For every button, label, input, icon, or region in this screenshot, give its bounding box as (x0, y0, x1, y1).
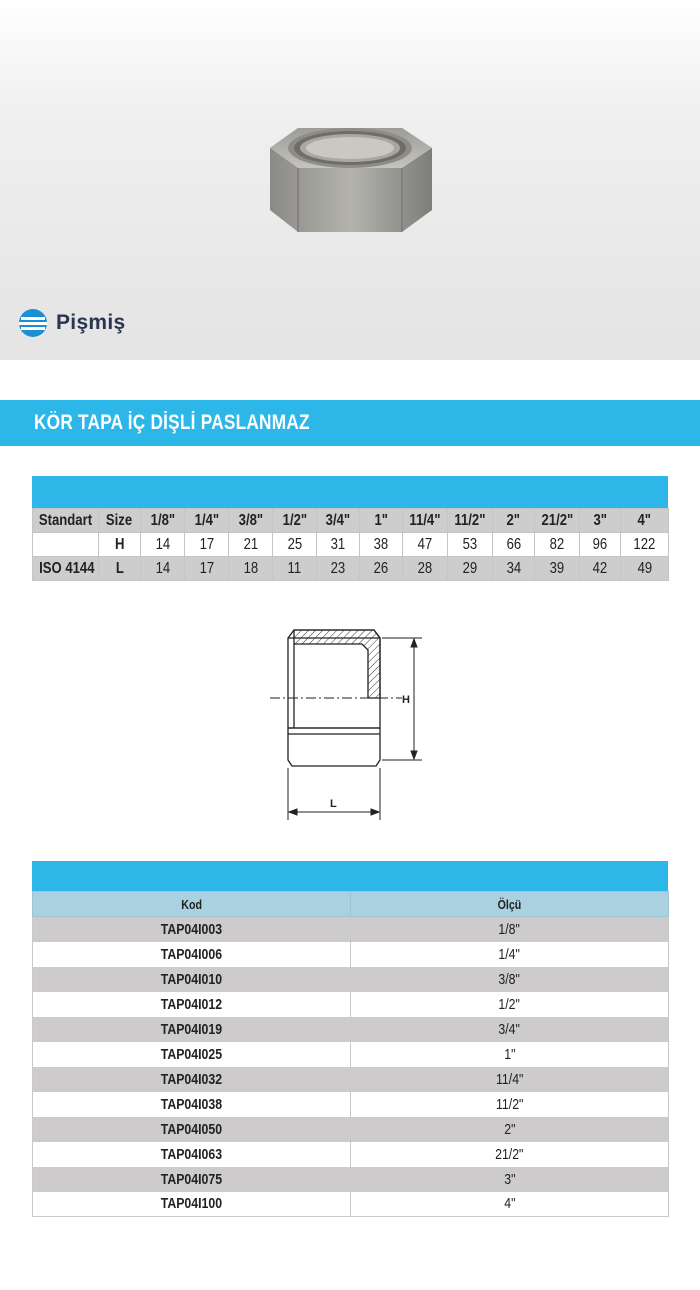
header-cell: 1/8" (141, 509, 185, 533)
blind-cap-product-image (262, 118, 438, 244)
size-cell: 1/2" (351, 992, 669, 1017)
header-cell: 1/4" (185, 509, 229, 533)
dimension-table (32, 476, 668, 581)
table-row (33, 1017, 669, 1042)
header-cell: 3" (580, 509, 621, 533)
value-cell: 34 (493, 557, 535, 581)
code-cell: TAP04I019 (33, 1017, 351, 1042)
value-cell: 25 (273, 533, 317, 557)
table-row (33, 1042, 669, 1067)
code-cell: TAP04I012 (33, 992, 351, 1017)
value-cell: 11 (273, 557, 317, 581)
code-table-header-bar (32, 861, 668, 891)
table-row (33, 942, 669, 967)
code-table-grid (32, 891, 669, 1217)
value-cell: 38 (360, 533, 403, 557)
value-cell: 14 (141, 557, 185, 581)
header-cell: 2" (493, 509, 535, 533)
size-cell: 11/2" (351, 1092, 669, 1117)
dimension-h-label: H (402, 694, 410, 706)
size-cell: H (99, 533, 141, 557)
column-header-olcu: Ölçü (351, 892, 669, 917)
size-cell: 21/2" (351, 1142, 669, 1167)
value-cell: 14 (141, 533, 185, 557)
column-header-kod: Kod (33, 892, 351, 917)
table-row (33, 1142, 669, 1167)
dimension-table-header-bar (32, 476, 668, 508)
dimension-l (288, 768, 380, 820)
dimension-table-grid (32, 508, 669, 581)
value-cell: 53 (448, 533, 493, 557)
code-cell: TAP04I063 (33, 1142, 351, 1167)
dimension-row-l (33, 557, 669, 581)
table-row (33, 967, 669, 992)
product-hero (0, 0, 700, 360)
size-cell: 3/4" (351, 1017, 669, 1042)
value-cell: 23 (317, 557, 360, 581)
title-banner (0, 400, 700, 446)
size-cell: 1/8" (351, 917, 669, 942)
value-cell: 96 (580, 533, 621, 557)
brand-logo (18, 308, 126, 338)
page-title: KÖR TAPA İÇ DİŞLİ PASLANMAZ (34, 411, 310, 434)
technical-drawing (262, 620, 442, 825)
code-cell: TAP04I032 (33, 1067, 351, 1092)
header-cell: Standart (33, 509, 99, 533)
table-row (33, 1192, 669, 1217)
value-cell: 21 (229, 533, 273, 557)
dimension-l-label: L (330, 798, 337, 810)
header-cell: 1" (360, 509, 403, 533)
table-row (33, 917, 669, 942)
value-cell: 39 (535, 557, 580, 581)
code-cell: TAP04I050 (33, 1117, 351, 1142)
size-cell: 3" (351, 1167, 669, 1192)
header-cell: 3/4" (317, 509, 360, 533)
code-cell: TAP04I025 (33, 1042, 351, 1067)
table-row (33, 992, 669, 1017)
size-cell: L (99, 557, 141, 581)
value-cell: 28 (403, 557, 448, 581)
standard-cell (33, 533, 99, 557)
value-cell: 29 (448, 557, 493, 581)
value-cell: 26 (360, 557, 403, 581)
table-row (33, 1092, 669, 1117)
table-row (33, 1067, 669, 1092)
brand-mark-icon (18, 308, 48, 338)
size-cell: 1" (351, 1042, 669, 1067)
size-cell: 11/4" (351, 1067, 669, 1092)
code-table-header-row (33, 892, 669, 917)
value-cell: 17 (185, 557, 229, 581)
header-cell: 11/4" (403, 509, 448, 533)
table-row (33, 1167, 669, 1192)
header-cell: 4" (621, 509, 669, 533)
header-cell: 11/2" (448, 509, 493, 533)
header-cell: 3/8" (229, 509, 273, 533)
code-cell: TAP04I003 (33, 917, 351, 942)
dimension-row-h (33, 533, 669, 557)
dimension-table-header-row (33, 509, 669, 533)
size-cell: 3/8" (351, 967, 669, 992)
value-cell: 42 (580, 557, 621, 581)
code-cell: TAP04I075 (33, 1167, 351, 1192)
value-cell: 47 (403, 533, 448, 557)
value-cell: 66 (493, 533, 535, 557)
standard-cell: ISO 4144 (33, 557, 99, 581)
value-cell: 31 (317, 533, 360, 557)
value-cell: 82 (535, 533, 580, 557)
size-cell: 1/4" (351, 942, 669, 967)
table-row (33, 1117, 669, 1142)
header-cell: 21/2" (535, 509, 580, 533)
value-cell: 17 (185, 533, 229, 557)
size-cell: 2" (351, 1117, 669, 1142)
header-cell: 1/2" (273, 509, 317, 533)
size-cell: 4" (351, 1192, 669, 1217)
value-cell: 49 (621, 557, 669, 581)
brand-name: Pişmiş (56, 311, 126, 334)
code-cell: TAP04I006 (33, 942, 351, 967)
code-cell: TAP04I010 (33, 967, 351, 992)
code-cell: TAP04I038 (33, 1092, 351, 1117)
code-cell: TAP04I100 (33, 1192, 351, 1217)
value-cell: 18 (229, 557, 273, 581)
header-cell: Size (99, 509, 141, 533)
product-code-table (32, 861, 668, 1217)
value-cell: 122 (621, 533, 669, 557)
